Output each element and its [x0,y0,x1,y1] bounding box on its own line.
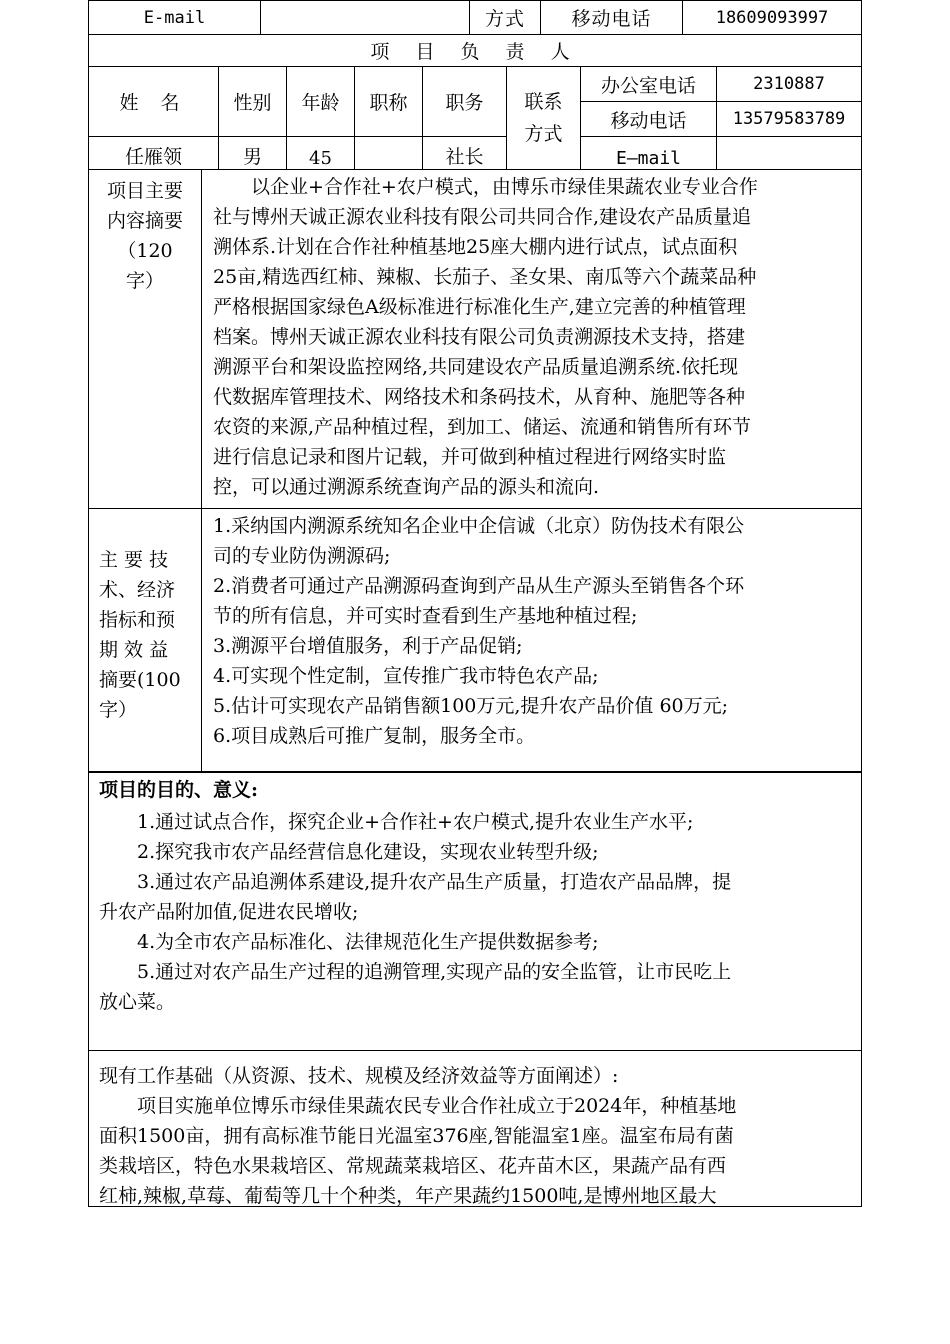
section-title: 项 目 负 责 人 [370,41,580,63]
person-block [88,67,862,170]
purpose-title: 项目的目的、意义: [99,779,259,801]
email-label: E-mail [89,1,261,34]
indicators-row [88,509,862,772]
email-value [261,1,470,34]
indicators-line: 节的所有信息，并可实时查看到生产基地种植过程; [213,605,638,627]
contact-line-2: 方式 [524,123,563,145]
person-name: 任雁领 [89,137,219,169]
indicators-content [213,511,853,751]
summary-label-line: 字） [125,270,164,292]
summary-line: 溯体系.计划在合作社种植基地25座大棚内进行试点，试点面积 [213,236,738,258]
person-header-position: 职务 [423,67,507,137]
summary-line: 控，可以通过溯源系统查询产品的源头和流向. [213,476,600,498]
indicators-line: 4.可实现个性定制，宣传推广我市特色农产品; [213,665,599,687]
contact-method-label: 方式 [470,1,541,34]
summary-line: 以企业+合作社+农户模式，由博乐市绿佳果蔬农业专业合作 [251,176,758,198]
purpose-line: 放心菜。 [99,991,176,1013]
person-gender: 男 [219,137,287,169]
office-phone-value: 2310887 [717,67,861,102]
purpose-line: 3.通过农产品追溯体系建设,提升农产品生产质量，打造农产品品牌，提 [137,871,732,893]
summary-line: 社与博州天诚正源农业科技有限公司共同合作,建设农产品质量追 [213,206,752,228]
person-age: 45 [287,137,355,169]
person-position: 社长 [423,137,507,169]
summary-row [88,170,862,509]
purpose-content [99,807,851,1017]
person-header-gender: 性别 [219,67,287,137]
person-email-value [717,137,861,169]
foundation-line: 类栽培区，特色水果栽培区、常规蔬菜栽培区、花卉苗木区，果蔬产品有西 [99,1155,727,1177]
summary-line: 25亩,精选西红柿、辣椒、长茄子、圣女果、南瓜等六个蔬菜品种 [213,266,757,288]
indicators-label-line: 期 效 益 [99,639,169,661]
summary-label-line: （120 [117,240,173,262]
purpose-line: 1.通过试点合作，探究企业+合作社+农户模式,提升农业生产水平; [137,811,694,833]
person-title [355,137,423,169]
person-header-age: 年龄 [287,67,355,137]
indicators-label-line: 字） [99,699,138,721]
summary-line: 代数据库管理技术、网络技术和条码技术，从育种、施肥等各种 [213,386,746,408]
foundation-line: 红柿,辣椒,草莓、葡萄等几十个种类，年产果蔬约1500吨,是博州地区最大 [99,1185,717,1207]
contact-row-top [88,0,862,35]
indicators-line: 司的专业防伪溯源码; [213,545,391,567]
indicators-line: 1.采纳国内溯源系统知名企业中企信诚（北京）防伪技术有限公 [213,515,745,537]
person-email-label: E—mail [581,137,717,169]
indicators-line: 5.估计可实现农产品销售额100万元,提升农产品价值 60万元; [213,695,729,717]
indicators-label-line: 指标和预 [99,609,176,631]
purpose-line: 2.探究我市农产品经营信息化建设，实现农业转型升级; [137,841,599,863]
section-title-row [88,35,862,67]
person-header-title: 职称 [355,67,423,137]
summary-line: 严格根据国家绿色A级标准进行标准化生产,建立完善的种植管理 [213,296,746,318]
foundation-line: 项目实施单位博乐市绿佳果蔬农民专业合作社成立于2024年，种植基地 [137,1095,737,1117]
summary-line: 进行信息记录和图片记载，并可做到种植过程进行网络实时监 [213,446,727,468]
indicators-line: 6.项目成熟后可推广复制，服务全市。 [213,725,536,747]
summary-content [213,172,851,502]
indicators-label-line: 主 要 技 [99,549,169,571]
indicators-line: 3.溯源平台增值服务，利于产品促销; [213,635,523,657]
indicators-label-line: 术、经济 [99,579,176,601]
office-phone-label: 办公室电话 [581,67,717,102]
summary-line: 溯源平台和架设监控网络,共同建设农产品质量追溯系统.依托现 [213,356,739,378]
contact-line-1: 联系 [524,91,563,113]
person-mobile-label: 移动电话 [581,102,717,137]
indicators-label-line: 摘要(100 [99,669,181,691]
summary-line: 档案。博州天诚正源农业科技有限公司负责溯源技术支持，搭建 [213,326,746,348]
summary-label [89,170,202,508]
summary-label-line: 项目主要 [106,180,183,202]
foundation-line: 面积1500亩，拥有高标准节能日光温室376座,智能温室1座。温室布局有菌 [99,1125,734,1147]
indicators-line: 2.消费者可通过产品溯源码查询到产品从生产源头至销售各个环 [213,575,745,597]
foundation-title: 现有工作基础（从资源、技术、规模及经济效益等方面阐述）: [99,1065,619,1087]
person-header-name: 姓 名 [89,67,219,137]
purpose-line: 4.为全市农产品标准化、法律规范化生产提供数据参考; [137,931,599,953]
person-mobile-value: 13579583789 [717,102,861,137]
foundation-content [99,1091,851,1211]
summary-label-line: 内容摘要 [106,210,183,232]
application-form [88,0,862,1207]
mobile-label: 移动电话 [541,1,683,34]
indicators-label [89,509,202,771]
person-header-contact [507,67,581,169]
purpose-line: 5.通过对农产品生产过程的追溯管理,实现产品的安全监管，让市民吃上 [137,961,732,983]
purpose-row [88,772,862,1051]
mobile-value: 18609093997 [715,7,829,28]
foundation-row [88,1051,862,1207]
purpose-line: 升农产品附加值,促进农民增收; [99,901,359,923]
summary-line: 农资的来源,产品种植过程，到加工、储运、流通和销售所有环节 [213,416,752,438]
